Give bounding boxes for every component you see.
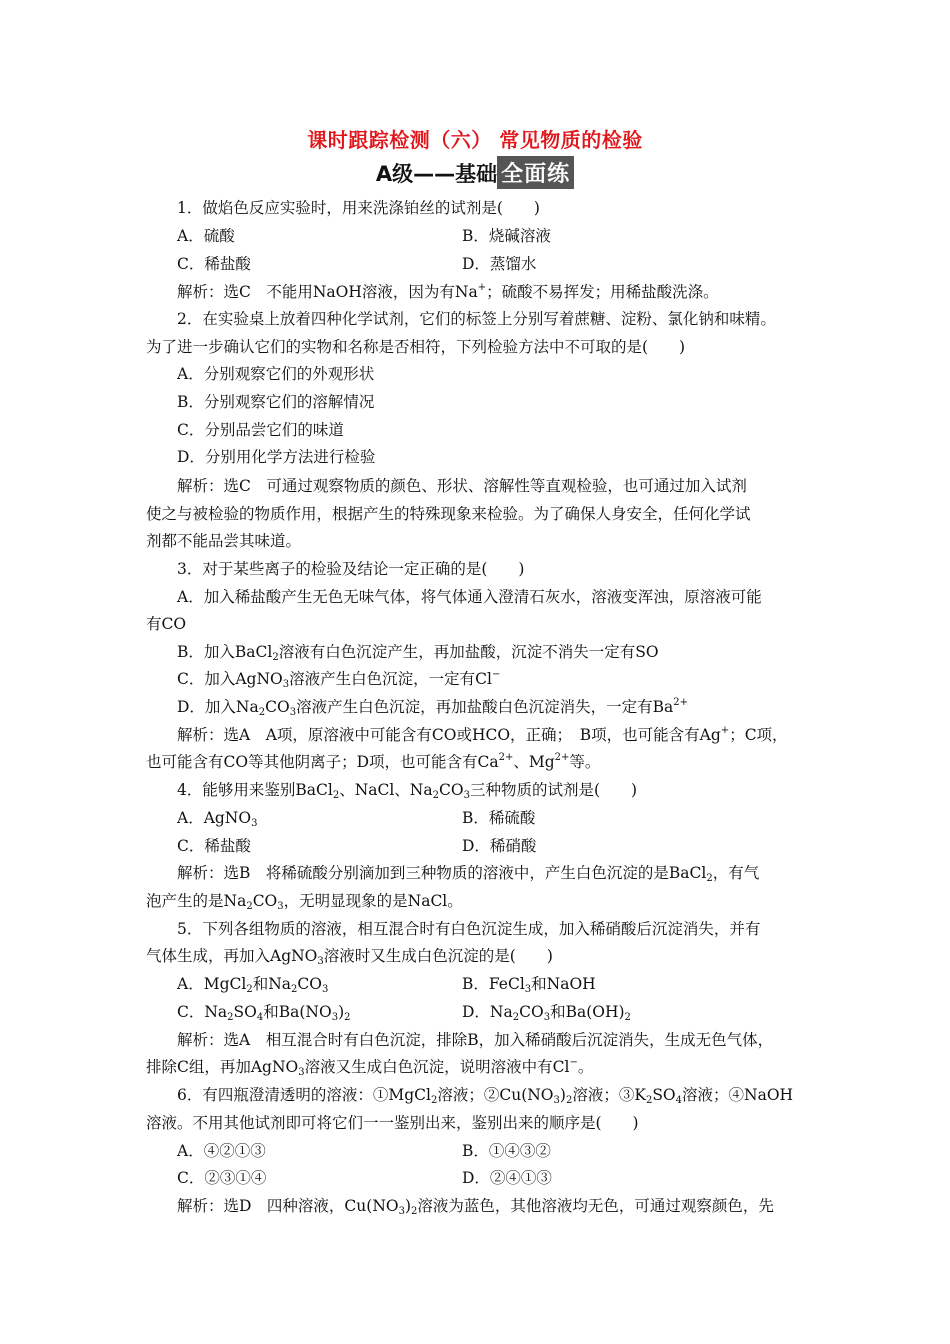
q4-option-c: C．稀盐酸: [177, 837, 251, 855]
q1-option-a: A．硫酸: [177, 227, 235, 245]
q3-stem: 3．对于某些离子的检验及结论一定正确的是( ): [177, 560, 525, 578]
q3-option-a-line1: A．加入稀盐酸产生无色无味气体，将气体通入澄清石灰水，溶液变浑浊，原溶液可能: [177, 588, 762, 606]
q3-option-c: C．加入AgNO$_3$溶液产生白色沉淀，一定有Cl−: [177, 669, 501, 690]
q3-option-b: B．加入BaCl$_2$溶液有白色沉淀产生，再加盐酸，沉淀不消失一定有SO: [177, 643, 659, 663]
q4-option-d: D．稀硝酸: [462, 837, 537, 855]
page-title: 课时跟踪检测（六） 常见物质的检验: [307, 128, 643, 152]
q6-option-c: C．②③①④: [177, 1169, 267, 1187]
q6-option-a: A．④②①③: [177, 1142, 266, 1160]
q5-stem-line2: 气体生成，再加入AgNO$_3$溶液时又生成白色沉淀的是( ): [146, 947, 553, 967]
q1-option-d: D．蒸馏水: [462, 255, 537, 273]
q1-option-b: B．烧碱溶液: [462, 227, 551, 245]
q4-option-b: B．稀硫酸: [462, 809, 536, 827]
q1-explanation: 解析：选C 不能用NaOH溶液，因为有Na+；硫酸不易挥发；用稀盐酸洗涤。: [177, 282, 719, 301]
q1-stem: 1．做焰色反应实验时，用来洗涤铂丝的试剂是( ): [177, 199, 540, 217]
level-heading: [0, 156, 950, 189]
q4-stem: 4．能够用来鉴别BaCl$_2$、NaCl、$Na_2CO_3$三种物质的试剂是( ): [177, 781, 638, 801]
level-prefix: A级——基础: [375, 162, 498, 186]
q6-stem-line1: 6．有四瓶澄清透明的溶液：①MgCl$_2$溶液；$②Cu(NO_3)_2$溶液；$③K_2SO_4$溶液；④NaOH: [177, 1086, 794, 1106]
q2-stem-line1: 2．在实验桌上放着四种化学试剂，它们的标签上分别写着蔗糖、淀粉、氯化钠和味精。: [177, 310, 776, 328]
level-badge: 全面练: [497, 156, 574, 189]
q4-option-a: A．AgNO$_3$: [177, 809, 258, 829]
q5-explanation-line1: 解析：选A 相互混合时有白色沉淀，排除B，加入稀硝酸后沉淀消失，生成无色气体，: [177, 1031, 774, 1049]
q5-option-d: D．$Na_2CO_3$和$Ba(OH)_2$: [462, 1003, 631, 1023]
q5-option-b: B．FeCl$_3$和NaOH: [462, 975, 596, 995]
q3-explanation-line2: 也可能含有CO等其他阴离子；D项，也可能含有$Ca^{2+}$、$Mg^{2+}$等。: [146, 752, 601, 771]
q2-option-c: C．分别品尝它们的味道: [177, 421, 344, 439]
q6-option-b: B．①④③②: [462, 1142, 551, 1160]
q3-option-d: D．加入$Na_2CO_3$溶液产生白色沉淀，再加盐酸白色沉淀消失，一定有$Ba^{2+}$: [177, 697, 688, 718]
q6-explanation-line1: 解析：选D 四种溶液，$Cu(NO_3)_2$溶液为蓝色，其他溶液均无色，可通过观察颜色，先: [177, 1197, 774, 1217]
q2-option-d: D．分别用化学方法进行检验: [177, 448, 376, 466]
q2-explanation-line2: 使之与被检验的物质作用，根据产生的特殊现象来检验。为了确保人身安全，任何化学试: [146, 505, 751, 523]
q2-option-a: A．分别观察它们的外观形状: [177, 365, 375, 383]
q5-option-a: A．MgCl$_2$和$Na_2CO_3$: [177, 975, 329, 995]
q6-option-d: D．②④①③: [462, 1169, 552, 1187]
q5-option-c: C．$Na_2SO_4$和$Ba(NO_3)_2$: [177, 1003, 351, 1023]
q2-explanation-line3: 剂都不能品尝其味道。: [146, 532, 302, 550]
q6-stem-line2: 溶液。不用其他试剂即可将它们一一鉴别出来，鉴别出来的顺序是( ): [146, 1114, 639, 1132]
q3-explanation-line1: 解析：选A A项，原溶液中可能含有CO或HCO，正确； B项，也可能含有Ag+；C项，: [177, 725, 788, 744]
q2-option-b: B．分别观察它们的溶解情况: [177, 393, 375, 411]
q5-stem-line1: 5．下列各组物质的溶液，相互混合时有白色沉淀生成，加入稀硝酸后沉淀消失，并有: [177, 920, 761, 938]
q2-stem-line2: 为了进一步确认它们的实物和名称是否相符，下列检验方法中不可取的是( ): [146, 338, 686, 356]
q5-explanation-line2: 排除C组，再加AgNO$_3$溶液又生成白色沉淀，说明溶液中有Cl−。: [146, 1057, 594, 1078]
q3-option-a-line2: 有CO: [146, 615, 187, 633]
q2-explanation-line1: 解析：选C 可通过观察物质的颜色、形状、溶解性等直观检验，也可通过加入试剂: [177, 477, 747, 495]
q4-explanation-line2: 泡产生的是$Na_2CO_3$，无明显现象的是NaCl。: [146, 892, 463, 912]
q1-option-c: C．稀盐酸: [177, 255, 251, 273]
q4-explanation-line1: 解析：选B 将稀硫酸分别滴加到三种物质的溶液中，产生白色沉淀的是BaCl$_2$，有气: [177, 864, 760, 884]
